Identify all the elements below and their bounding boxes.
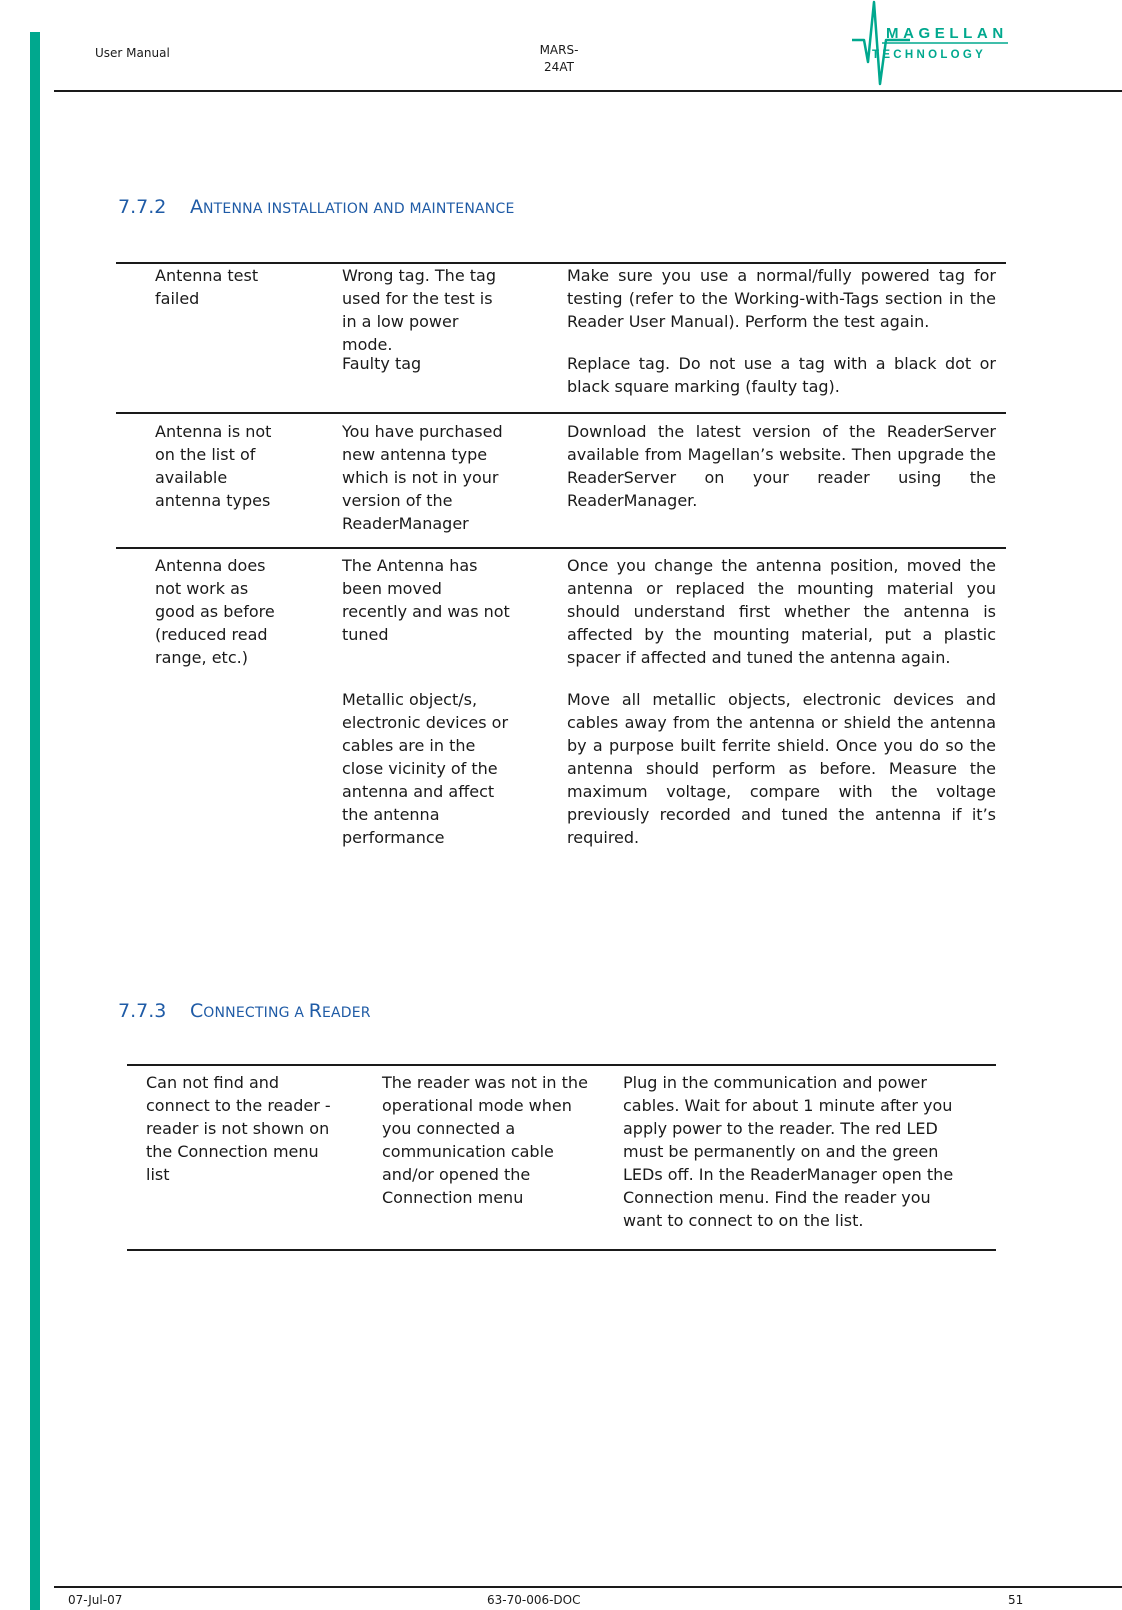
cause-cell: Metallic object/s, electronic devices or cables are in the close vicinity of the antenna and affect the antenna performance (342, 690, 509, 847)
section-title-initial: A (190, 196, 203, 218)
section-title-initial: R (308, 1000, 322, 1022)
accent-sidebar (30, 32, 40, 1610)
section-number: 7.7.3 (118, 1000, 167, 1022)
cause-cell: You have purchased new antenna type which is not in your version of the ReaderManager (342, 422, 503, 533)
footer-doc-number: 63-70-006-DOC (487, 1593, 581, 1607)
solution-cell: Replace tag. Do not use a tag with a black dot or black square marking (faulty tag). (567, 354, 996, 396)
section-number: 7.7.2 (118, 196, 167, 218)
problem-cell: Antenna test failed (155, 266, 259, 308)
section-heading-antenna (118, 196, 515, 218)
cause-cell: Faulty tag (342, 354, 422, 373)
logo-text-bottom: TECHNOLOGY (872, 49, 987, 61)
problem-cell: Antenna does not work as good as before (reduced read range, etc.) (155, 556, 275, 667)
header-product (534, 42, 584, 76)
footer-rule (54, 1586, 1122, 1588)
solution-cell: Once you change the antenna position, moved the antenna or replaced the mounting material you should understand first whether the antenna is affected by the mounting material, put a plastic spacer if affected and tuned the antenna again. (567, 556, 996, 667)
solution-cell: Download the latest version of the ReaderServer available from Magellan’s website. Then upgrade the ReaderServer on your reader using the ReaderManager. (567, 422, 996, 510)
header-rule (54, 90, 1122, 92)
solution-cell: Make sure you use a normal/fully powered tag for testing (refer to the Working-with-Tags section in the Reader User Manual). Perform the test again. (567, 266, 996, 331)
section-title-initial: C (190, 1000, 204, 1022)
footer-page-number: 51 (1008, 1593, 1024, 1607)
problem-cell: Antenna is not on the list of available antenna types (155, 422, 272, 510)
solution-cell: Plug in the communication and power cables. Wait for about 1 minute after you apply power to the reader. The red LED must be permanently on and the green LEDs off. In the ReaderManager open the Connection menu. Find the reader you want to connect to on the list. (623, 1073, 954, 1230)
table-rule (127, 1064, 996, 1066)
logo-text-top: MAGELLAN (886, 25, 1008, 42)
problem-cell: Can not find and connect to the reader - reader is not shown on the Connection menu list (146, 1073, 331, 1184)
section-title-rest: ONNECTING A (203, 1005, 309, 1021)
header-product-line1: MARS- (539, 43, 579, 57)
cause-cell: The reader was not in the operational mode when you connected a communication cable and/or opened the Connection menu (382, 1073, 588, 1207)
table-rule (116, 547, 1006, 549)
section-heading-connecting (118, 1000, 371, 1022)
table-rule (127, 1249, 996, 1251)
cause-cell: Wrong tag. The tag used for the test is in a low power mode. (342, 266, 496, 354)
footer-date: 07-Jul-07 (68, 1593, 123, 1607)
cause-cell: The Antenna has been moved recently and was not tuned (342, 556, 510, 644)
section-title-rest: NTENNA INSTALLATION AND MAINTENANCE (203, 201, 515, 217)
table-rule (116, 412, 1006, 414)
magellan-logo (852, 0, 1042, 88)
header-product-line2: 24AT (544, 60, 574, 74)
solution-cell: Move all metallic objects, electronic devices and cables away from the antenna or shield the antenna by a purpose built ferrite shield. Once you do so the antenna should perform as before. Measure the maximum voltage, compare with the voltage previously recorded and tuned the antenna if it’s required. (567, 690, 996, 847)
section-title-rest: EADER (321, 1005, 371, 1021)
header-doc-type: User Manual (95, 46, 170, 60)
